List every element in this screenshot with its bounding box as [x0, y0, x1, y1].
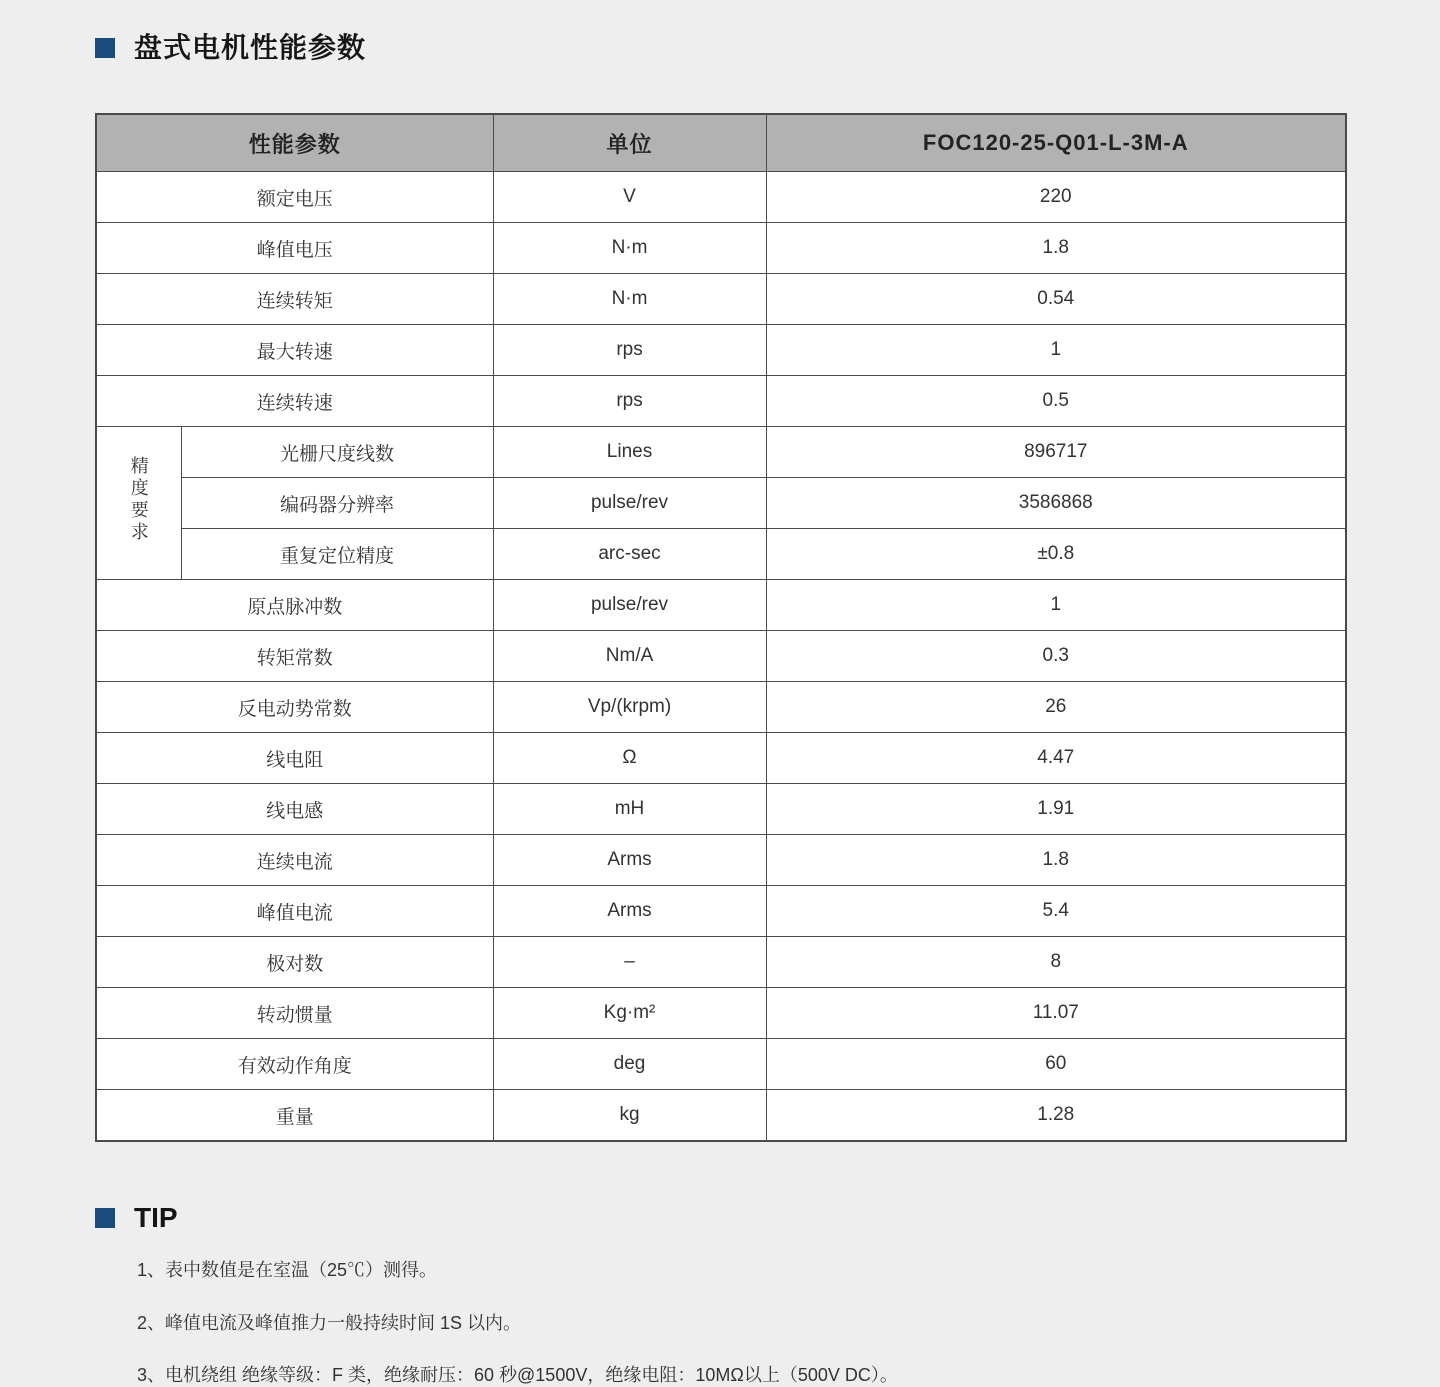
table-row — [96, 937, 1346, 988]
unit-cell: arc-sec — [493, 529, 766, 580]
unit-cell: rps — [493, 376, 766, 427]
unit-cell: mH — [493, 784, 766, 835]
param-cell: 有效动作角度 — [96, 1039, 493, 1090]
param-cell: 编码器分辨率 — [181, 478, 493, 529]
value-cell: 11.07 — [766, 988, 1346, 1039]
unit-cell: Ω — [493, 733, 766, 784]
table-row — [96, 784, 1346, 835]
unit-cell: Kg·m² — [493, 988, 766, 1039]
value-cell: 60 — [766, 1039, 1346, 1090]
param-cell: 额定电压 — [96, 172, 493, 223]
table-row — [96, 631, 1346, 682]
value-cell: 1.28 — [766, 1090, 1346, 1142]
value-cell: 1 — [766, 580, 1346, 631]
table-row — [96, 886, 1346, 937]
value-cell: 1.8 — [766, 223, 1346, 274]
param-cell: 转矩常数 — [96, 631, 493, 682]
unit-cell: – — [493, 937, 766, 988]
table-row — [96, 529, 1346, 580]
header-param: 性能参数 — [96, 114, 493, 172]
tip-header — [95, 1204, 1440, 1232]
param-cell: 光栅尺度线数 — [181, 427, 493, 478]
param-cell: 反电动势常数 — [96, 682, 493, 733]
unit-cell: pulse/rev — [493, 478, 766, 529]
value-cell: 0.3 — [766, 631, 1346, 682]
value-cell: 220 — [766, 172, 1346, 223]
tip-title: TIP — [134, 1202, 178, 1233]
tip-item: 1、表中数值是在室温（25℃）测得。 — [137, 1260, 438, 1280]
param-cell: 峰值电流 — [96, 886, 493, 937]
value-cell: 4.47 — [766, 733, 1346, 784]
param-cell: 连续电流 — [96, 835, 493, 886]
param-cell: 连续转速 — [96, 376, 493, 427]
unit-cell: Nm/A — [493, 631, 766, 682]
tip-list — [137, 1260, 1440, 1387]
table-row — [96, 274, 1346, 325]
value-cell: 5.4 — [766, 886, 1346, 937]
header-model: FOC120-25-Q01-L-3M-A — [766, 114, 1346, 172]
table-row — [96, 580, 1346, 631]
param-cell: 原点脉冲数 — [96, 580, 493, 631]
param-cell: 转动惯量 — [96, 988, 493, 1039]
table-row — [96, 427, 1346, 478]
table-row — [96, 988, 1346, 1039]
table-row — [96, 682, 1346, 733]
table-row — [96, 835, 1346, 886]
value-cell: 1 — [766, 325, 1346, 376]
param-cell: 重复定位精度 — [181, 529, 493, 580]
unit-cell: Vp/(krpm) — [493, 682, 766, 733]
table-row — [96, 325, 1346, 376]
value-cell: 896717 — [766, 427, 1346, 478]
param-cell: 线电阻 — [96, 733, 493, 784]
value-cell: 3586868 — [766, 478, 1346, 529]
page-title: 盘式电机性能参数 — [134, 32, 367, 63]
unit-cell: pulse/rev — [493, 580, 766, 631]
param-cell: 线电感 — [96, 784, 493, 835]
table-row — [96, 1090, 1346, 1142]
table-row — [96, 733, 1346, 784]
table-row — [96, 1039, 1346, 1090]
tip-item: 3、电机绕组 绝缘等级：F 类，绝缘耐压：60 秒@1500V，绝缘电阻：10MΩ以上（500V DC）。 — [137, 1365, 898, 1386]
unit-cell: V — [493, 172, 766, 223]
param-cell: 连续转矩 — [96, 274, 493, 325]
unit-cell: rps — [493, 325, 766, 376]
section-header — [95, 0, 1440, 62]
unit-cell: Arms — [493, 886, 766, 937]
table-row — [96, 376, 1346, 427]
value-cell: 0.5 — [766, 376, 1346, 427]
table-row — [96, 172, 1346, 223]
header-unit: 单位 — [493, 114, 766, 172]
param-cell: 极对数 — [96, 937, 493, 988]
spec-table — [95, 113, 1347, 1142]
tip-bullet-icon — [95, 1208, 115, 1228]
value-cell: 26 — [766, 682, 1346, 733]
value-cell: 0.54 — [766, 274, 1346, 325]
unit-cell: kg — [493, 1090, 766, 1142]
group-label-cell — [96, 427, 181, 580]
value-cell: 1.8 — [766, 835, 1346, 886]
table-header-row — [96, 114, 1346, 172]
value-cell: 1.91 — [766, 784, 1346, 835]
value-cell: ±0.8 — [766, 529, 1346, 580]
table-row — [96, 478, 1346, 529]
group-label: 精度要求 — [128, 456, 149, 544]
param-cell: 最大转速 — [96, 325, 493, 376]
unit-cell: N·m — [493, 274, 766, 325]
section-bullet-icon — [95, 38, 115, 58]
unit-cell: deg — [493, 1039, 766, 1090]
tip-item: 2、峰值电流及峰值推力一般持续时间 1S 以内。 — [137, 1312, 522, 1333]
unit-cell: Lines — [493, 427, 766, 478]
value-cell: 8 — [766, 937, 1346, 988]
table-row — [96, 223, 1346, 274]
unit-cell: Arms — [493, 835, 766, 886]
unit-cell: N·m — [493, 223, 766, 274]
param-cell: 峰值电压 — [96, 223, 493, 274]
param-cell: 重量 — [96, 1090, 493, 1142]
